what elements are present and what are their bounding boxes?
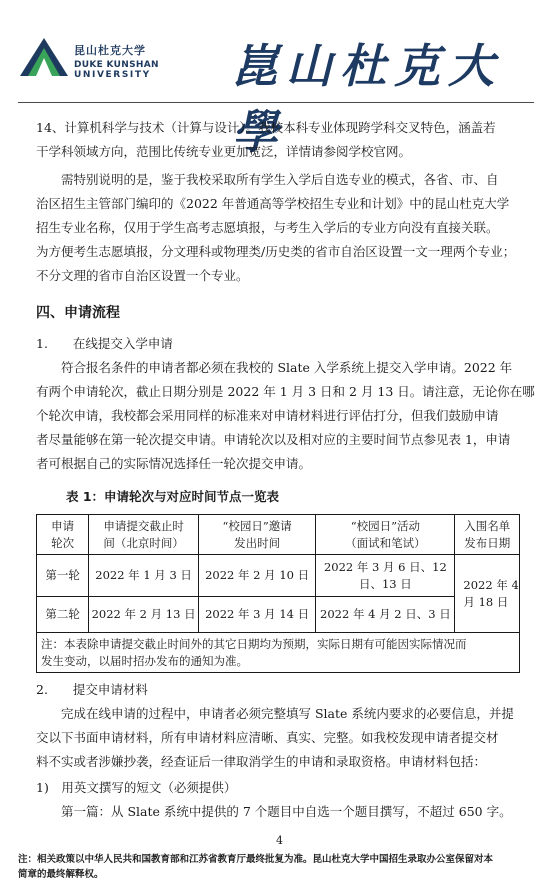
- footer-line: 简章的最终解释权。: [18, 869, 104, 880]
- footer-note: [18, 852, 538, 882]
- table-row: [37, 597, 520, 633]
- text-line: 为方便考生志愿填报，分文理科或物理类/历史类的省市自治区设置一文一理两个专业；: [36, 244, 516, 259]
- table-note: 注：本表除申请提交截止时间外的其它日期均为预期，实际日期有可能因实际情况而 发生变动，以届时招办发布的通知为准。: [37, 633, 520, 673]
- event-cell: 2022 年 3 月 6 日、12 日、13 日: [316, 555, 455, 597]
- logo-text: [74, 42, 159, 80]
- dku-logo-icon: [18, 36, 70, 78]
- invite-cell: 2022 年 3 月 14 日: [198, 597, 315, 633]
- text-line: 干学科领域方向，范围比传统专业更加宽泛，详情请参阅学校官网。: [36, 144, 412, 159]
- logo-english-line1: DUKE KUNSHAN: [74, 60, 159, 70]
- deadline-cell: 2022 年 1 月 3 日: [89, 555, 199, 597]
- section-heading: 四、申请流程: [36, 305, 120, 321]
- paragraph-majors: [36, 116, 516, 164]
- item-heading: 2. 提交申请材料: [36, 682, 148, 697]
- header-cell: “校园日”活动 （面试和笔试）: [316, 515, 455, 555]
- table-row: [37, 555, 520, 597]
- logo-english-line2: UNIVERSITY: [74, 70, 151, 80]
- text-line: 有两个申请轮次，截止日期分别是 2022 年 1 月 3 日和 2 月 13 日。请注意，无论你在哪: [36, 384, 535, 399]
- text-line: 需特别说明的是，鉴于我校采取所有学生入学后自选专业的模式，各省、市、自: [61, 172, 499, 187]
- header-divider: [18, 102, 534, 103]
- footer-line: 注：相关政策以中华人民共和国教育部和江苏省教育厅最终批复为准。昆山杜克大学中国招生录取办公室保留对本: [18, 854, 494, 865]
- table-note-row: [37, 633, 520, 673]
- text-line: 交以下书面申请材料，所有申请材料应清晰、真实、完整。如我校发现申请者提交材: [36, 730, 499, 745]
- shortlist-cell: 2022 年 4 月 18 日: [455, 555, 520, 633]
- table-caption: 表 1：申请轮次与对应时间节点一览表: [66, 489, 280, 504]
- round-cell: 第一轮: [37, 555, 89, 597]
- paragraph-essay: [36, 800, 516, 824]
- text-line: 料不实或者涉嫌抄袭，经查证后一律取消学生的申请和录取资格。申请材料包括：: [36, 754, 487, 769]
- invite-cell: 2022 年 2 月 10 日: [198, 555, 315, 597]
- text-line: 完成在线申请的过程中，申请者必须完整填写 Slate 系统内要求的必要信息，并提: [61, 706, 514, 721]
- round-cell: 第二轮: [37, 597, 89, 633]
- text-line: 治区招生主管部门编印的《2022 年普通高等学校招生专业和计划》中的昆山杜克大学: [36, 196, 510, 211]
- paragraph-note: [36, 168, 516, 288]
- page-number: 4: [276, 834, 283, 847]
- header-cell: 入围名单 发布日期: [455, 515, 520, 555]
- text-line: 第一篇：从 Slate 系统中提供的 7 个题目中自选一个题目撰写，不超过 650 字。: [61, 804, 512, 819]
- header-cell: “校园日”邀请 发出时间: [198, 515, 315, 555]
- text-line: 符合报名条件的申请者都必须在我校的 Slate 入学系统上提交入学申请。2022 年: [61, 360, 513, 375]
- sub-item-heading: 1) 用英文撰写的短文（必须提供）: [36, 780, 237, 795]
- item-heading: 1. 在线提交入学申请: [36, 336, 173, 351]
- paragraph-online-application: [36, 356, 535, 476]
- text-line: 者可根据自己的实际情况选择任一轮次提交申请。: [36, 456, 312, 471]
- header-cell: 申请提交截止时 间（北京时间）: [89, 515, 199, 555]
- schedule-table: [36, 514, 520, 673]
- text-line: 者尽量能够在第一轮次提交申请。申请轮次以及相对应的主要时间节点参见表 1，申请: [36, 432, 511, 447]
- logo-chinese-name: 昆山杜克大学: [74, 44, 146, 57]
- event-cell: 2022 年 4 月 2 日、3 日: [316, 597, 455, 633]
- table-header-row: [37, 515, 520, 555]
- paragraph-materials: [36, 702, 516, 774]
- text-line: 招生专业名称，仅用于学生高考志愿填报，与考生入学后的专业方向没有直接关联。: [36, 220, 499, 235]
- text-line: 不分文理的省市自治区设置一个专业。: [36, 268, 249, 283]
- text-line: 14、计算机科学与技术（计算与设计）。我校本科专业体现跨学科交叉特色，涵盖若: [36, 120, 496, 135]
- header-cell: 申请 轮次: [37, 515, 89, 555]
- text-line: 个轮次申请，我校都会采用同样的标准来对申请材料进行评估打分，但我们鼓励申请: [36, 408, 499, 423]
- calligraphy-title: 崑山杜克大學: [232, 39, 502, 159]
- deadline-cell: 2022 年 2 月 13 日: [89, 597, 199, 633]
